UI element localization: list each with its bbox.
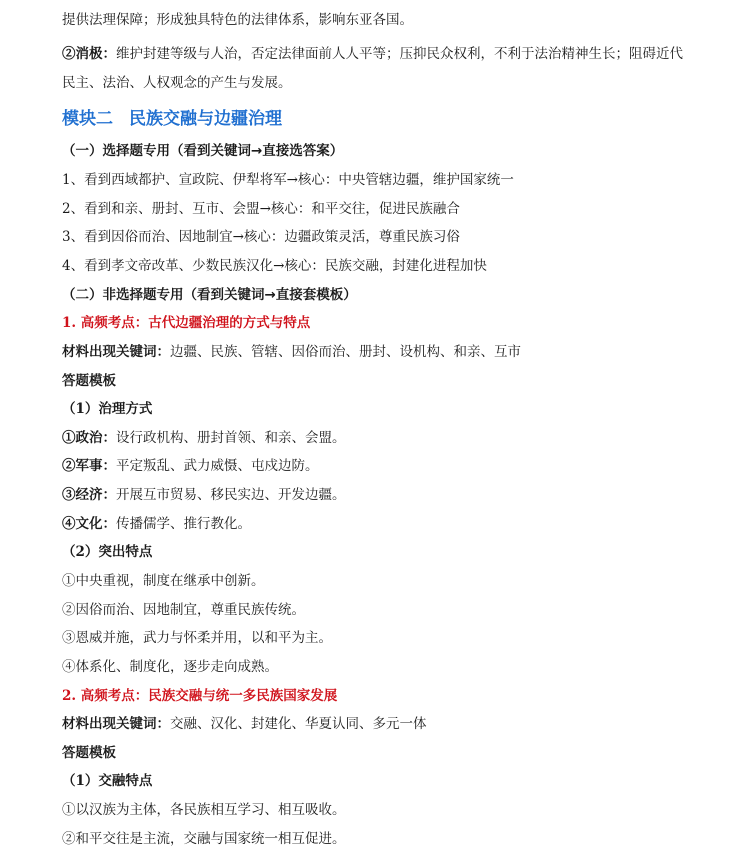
keywords-label: 材料出现关键词：: [62, 716, 170, 732]
item-text: 设行政机构、册封首领、和亲、会盟。: [116, 430, 346, 446]
topic-title: 1. 高频考点：古代边疆治理的方式与特点: [62, 315, 311, 331]
list-item: ③恩威并施，武力与怀柔并用，以和平为主。: [62, 630, 332, 646]
item-text: 开展互市贸易、移民实边、开发边疆。: [116, 487, 346, 503]
item-label: ④文化：: [62, 516, 116, 532]
item-label: ②军事：: [62, 458, 116, 474]
item-text: 平定叛乱、武力威慑、屯戍边防。: [116, 458, 319, 474]
sub-heading: （1）交融特点: [62, 773, 153, 789]
paragraph-line: 提供法理保障；形成独具特色的法律体系，影响东亚各国。: [62, 12, 413, 28]
template-label: 答题模板: [62, 745, 116, 761]
keywords-line: [62, 342, 689, 362]
topic-title: 2. 高频考点：民族交融与统一多民族国家发展: [62, 688, 338, 704]
list-item: [62, 456, 689, 476]
keywords-text: 边疆、民族、管辖、因俗而治、册封、设机构、和亲、互市: [170, 344, 521, 360]
list-item: ①以汉族为主体，各民族相互学习、相互吸收。: [62, 802, 346, 818]
list-item: 2、看到和亲、册封、互市、会盟→核心：和平交往，促进民族融合: [62, 201, 460, 217]
sub-heading: （1）治理方式: [62, 401, 153, 417]
keywords-label: 材料出现关键词：: [62, 344, 170, 360]
list-item: [62, 514, 689, 534]
item-label: ①政治：: [62, 430, 116, 446]
negative-label: ②消极：: [62, 46, 116, 62]
section-heading: （二）非选择题专用（看到关键词→直接套模板）: [62, 287, 357, 303]
item-text: 传播儒学、推行教化。: [116, 516, 251, 532]
module-title: [62, 107, 689, 131]
template-label: 答题模板: [62, 373, 116, 389]
list-item: ①中央重视，制度在继承中创新。: [62, 573, 265, 589]
paragraph-line: 民主、法治、人权观念的产生与发展。: [62, 75, 292, 91]
negative-text: 维护封建等级与人治，否定法律面前人人平等；压抑民众权利，不利于法治精神生长；阻碍近代: [116, 46, 683, 62]
sub-heading: （2）突出特点: [62, 544, 153, 560]
keywords-line: [62, 714, 689, 734]
section-heading: （一）选择题专用（看到关键词→直接选答案）: [62, 143, 344, 159]
keywords-text: 交融、汉化、封建化、华夏认同、多元一体: [170, 716, 427, 732]
list-item: ②和平交往是主流，交融与国家统一相互促进。: [62, 831, 346, 847]
paragraph-line: [62, 44, 689, 64]
module-number: 模块二: [62, 109, 113, 129]
list-item: 3、看到因俗而治、因地制宜→核心：边疆政策灵活，尊重民族习俗: [62, 229, 460, 245]
list-item: ④体系化、制度化，逐步走向成熟。: [62, 659, 278, 675]
list-item: [62, 485, 689, 505]
list-item: [62, 428, 689, 448]
module-name: 民族交融与边疆治理: [129, 109, 282, 129]
item-label: ③经济：: [62, 487, 116, 503]
list-item: 4、看到孝文帝改革、少数民族汉化→核心：民族交融，封建化进程加快: [62, 258, 487, 274]
list-item: 1、看到西域都护、宣政院、伊犁将军→核心：中央管辖边疆，维护国家统一: [62, 172, 514, 188]
list-item: ②因俗而治、因地制宜，尊重民族传统。: [62, 602, 305, 618]
